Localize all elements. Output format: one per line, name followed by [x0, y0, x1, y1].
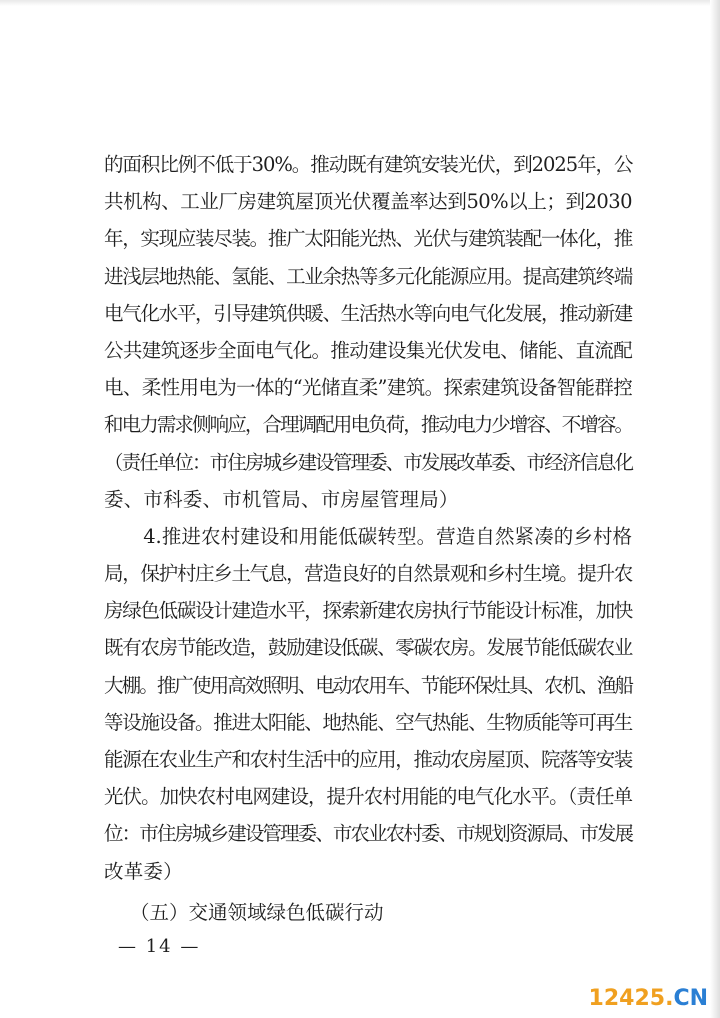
body-line: 公共建筑逐步全面电气化。推动建设集光伏发电、储能、直流配	[104, 338, 632, 362]
body-line: 委、市科委、市机管局、市房屋管理局）	[104, 487, 459, 511]
watermark-suffix: CN	[673, 986, 708, 1011]
body-line: 位：市住房城乡建设管理委、市农业农村委、市规划资源局、市发展	[104, 822, 632, 846]
body-line: 共机构、工业厂房建筑屋顶光伏覆盖率达到50%以上；到2030	[104, 190, 632, 214]
body-line: 房绿色低碳设计建造水平，探索新建农房执行节能设计标准，加快	[104, 599, 632, 623]
body-line: （责任单位：市住房城乡建设管理委、市发展改革委、市经济信息化	[104, 450, 632, 474]
section-heading: （五）交通领域绿色低碳行动	[130, 901, 384, 924]
body-line: 进浅层地热能、氢能、工业余热等多元化能源应用。提高建筑终端	[104, 264, 632, 288]
body-line: 局，保护村庄乡土气息，营造良好的自然景观和乡村生境。提升农	[104, 562, 632, 586]
scan-edge-top	[0, 0, 720, 6]
body-line: 改革委）	[104, 859, 183, 883]
scan-edge-right	[710, 0, 720, 1018]
body-line: 的面积比例不低于30%。推动既有建筑安装光伏，到2025年，公	[104, 153, 633, 176]
body-line: 年，实现应装尽装。推广太阳能光热、光伏与建筑装配一体化，推	[104, 227, 632, 251]
body-line: 大棚。推广使用高效照明、电动农用车、节能环保灶具、农机、渔船	[104, 673, 632, 697]
watermark-number: 12425	[588, 986, 666, 1011]
document-body	[104, 146, 632, 890]
body-line: 能源在农业生产和农村生活中的应用，推动农房屋顶、院落等安装	[104, 748, 632, 771]
watermark-dot: .	[665, 986, 674, 1011]
body-line: 电、柔性用电为一体的“光储直柔”建筑。探索建筑设备智能群控	[104, 376, 632, 400]
body-line: 光伏。加快农村电网建设，提升农村用能的电气化水平。（责任单	[104, 785, 632, 809]
page-number: — 14 —	[118, 936, 201, 957]
site-watermark-logo	[589, 986, 708, 1012]
body-line: 等设施设备。推进太阳能、地热能、空气热能、生物质能等可再生	[104, 710, 632, 734]
body-line: 既有农房节能改造，鼓励建设低碳、零碳农房。发展节能低碳农业	[104, 636, 632, 660]
body-line: 电气化水平，引导建筑供暖、生活热水等向电气化发展，推动新建	[104, 301, 632, 325]
body-line: 和电力需求侧响应，合理调配用电负荷，推动电力少增容、不增容。	[104, 413, 632, 437]
body-line: 4.推进农村建设和用能低碳转型。营造自然紧凑的乡村格	[104, 524, 632, 548]
